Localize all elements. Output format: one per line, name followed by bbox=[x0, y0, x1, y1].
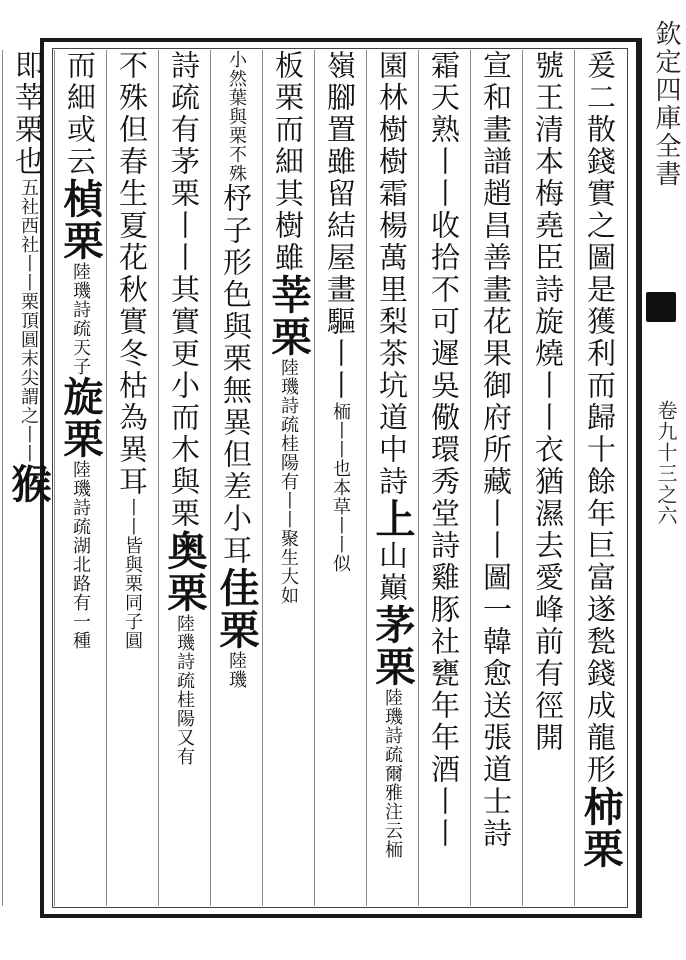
text-column bbox=[210, 50, 262, 906]
body-text: 板栗而細其樹雖 bbox=[271, 50, 305, 274]
entry-heading: 佳栗 bbox=[213, 567, 260, 651]
book-title: 欽定四庫全書 bbox=[651, 20, 681, 188]
body-text: 號王清本梅堯臣詩旋燒丨丨衣猶濕去愛峰前有徑開 bbox=[531, 50, 565, 754]
text-column bbox=[418, 50, 470, 906]
annotation-text: 栭丨丨也本草丨丨似 bbox=[330, 402, 351, 573]
body-text: 杼子形色與栗無異但差小耳 bbox=[219, 183, 253, 567]
body-text: 宣和畫譜趙昌善畫花果御府所藏丨丨圖一韓愈送張道士詩 bbox=[479, 50, 513, 850]
annotation-text: 小然葉與栗不殊 bbox=[226, 50, 247, 183]
text-column bbox=[262, 50, 314, 906]
text-column bbox=[158, 50, 210, 906]
body-text: 而細或云 bbox=[63, 50, 97, 178]
body-text: 嶺腳置雖留結屋畫驅丨丨 bbox=[323, 50, 357, 402]
text-column bbox=[2, 50, 54, 906]
body-text: 爰二散錢實之圖是獲利而歸十餘年巨富遂甃錢成龍形 bbox=[583, 50, 617, 786]
text-column bbox=[314, 50, 366, 906]
text-column bbox=[522, 50, 574, 906]
text-frame bbox=[5, 38, 640, 918]
entry-heading: 茅栗 bbox=[369, 604, 416, 688]
annotation-text: 陸璣詩疏桂陽又有 bbox=[174, 614, 195, 766]
annotation-text: 陸璣詩疏天子 bbox=[70, 262, 91, 376]
annotation-text: 栗頂圓末尖謂之丨丨 bbox=[18, 292, 39, 463]
annotation-text: 五社西社丨丨 bbox=[18, 178, 39, 292]
entry-heading: 旋栗 bbox=[57, 376, 104, 460]
text-column bbox=[574, 50, 626, 906]
body-text: 園林樹樹霜楊萬里梨茶坑道中詩 bbox=[375, 50, 409, 498]
text-column bbox=[470, 50, 522, 906]
text-column bbox=[106, 50, 158, 906]
entry-heading: 莘栗 bbox=[265, 274, 312, 358]
volume-label: 卷九十三之六 bbox=[654, 400, 678, 526]
text-column bbox=[366, 50, 418, 906]
body-text: 詩疏有茅栗丨丨其實更小而木與栗 bbox=[167, 50, 201, 530]
annotation-text: 陸璣 bbox=[226, 651, 247, 689]
body-text: 即莘栗也 bbox=[11, 50, 45, 178]
side-rule bbox=[640, 38, 642, 918]
annotation-text: 丨丨皆與栗同子圓 bbox=[122, 498, 143, 650]
page-tab-mark bbox=[646, 292, 676, 322]
body-text: 霜天熟丨丨收拾不可遲吳儆環秀堂詩雞豚社甕年年酒丨丨 bbox=[427, 50, 461, 850]
annotation-text: 陸璣詩疏桂陽有丨丨聚生大如 bbox=[278, 358, 299, 605]
entry-heading: 奥栗 bbox=[161, 530, 208, 614]
entry-heading: 猴 bbox=[5, 463, 52, 505]
body-text: 不殊但春生夏花秋實冬枯為異耳 bbox=[115, 50, 149, 498]
annotation-text: 陸璣詩疏湖北路有一種 bbox=[70, 460, 91, 650]
text-columns bbox=[5, 50, 626, 906]
entry-heading: 柿栗 bbox=[577, 786, 624, 870]
entry-heading: 上 bbox=[369, 498, 416, 540]
entry-heading: 楨栗 bbox=[57, 178, 104, 262]
body-text: 山巔 bbox=[375, 540, 409, 604]
annotation-text: 陸璣詩疏爾雅注云栭 bbox=[382, 688, 403, 859]
text-column bbox=[54, 50, 106, 906]
